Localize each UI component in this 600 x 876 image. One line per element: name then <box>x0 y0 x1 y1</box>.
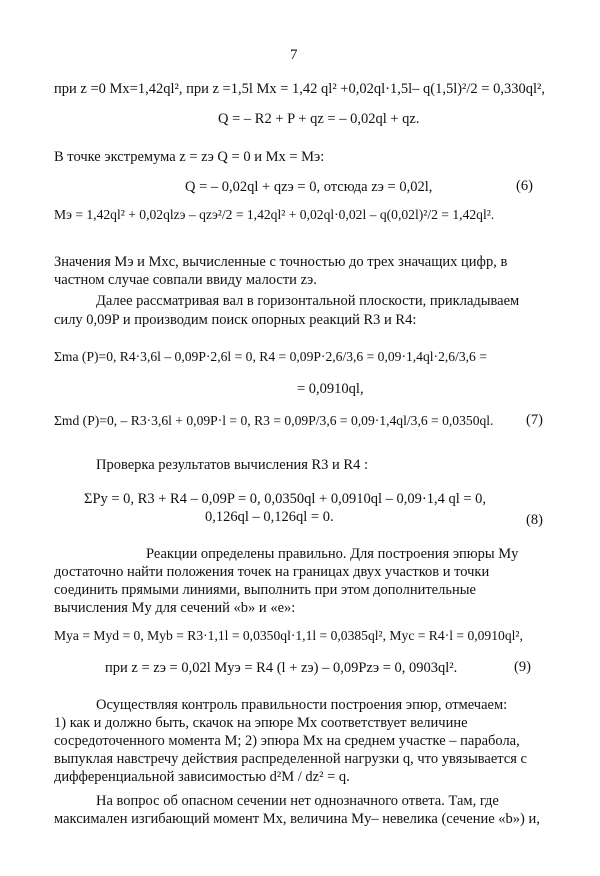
text-line: Проверка результатов вычисления R3 и R4 : <box>96 457 369 473</box>
text-line: Далее рассматривая вал в горизонтальной плоскости, прикладываем <box>96 293 520 309</box>
equation-number: (6) <box>516 178 533 194</box>
formula-line: Σmd (P)=0, – R3·3,6l + 0,09P·l = 0, R3 = 0,09P/3,6 = 0,09·1,4ql/3,6 = 0,0350ql. <box>54 413 494 428</box>
formula-line: = 0,0910ql, <box>297 381 364 397</box>
text-line: вычисления My для сечений «b» и «e»: <box>54 600 296 616</box>
formula-line: при z = zэ = 0,02l Myэ = R4 (l + zэ) – 0,09Pzэ = 0, 0903ql². <box>105 660 458 676</box>
formula-line: Σma (P)=0, R4·3,6l – 0,09P·2,6l = 0, R4 = 0,09P·2,6/3,6 = 0,09·1,4ql·2,6/3,6 = <box>54 349 487 364</box>
text-line: силу 0,09P и производим поиск опорных реакций R3 и R4: <box>54 312 417 328</box>
equation-number: (9) <box>514 659 531 675</box>
text-line: На вопрос об опасном сечении нет однозначного ответа. Там, где <box>96 793 499 809</box>
text-line: достаточно найти положения точек на границах двух участков и точки <box>54 564 490 580</box>
equation-number: (7) <box>526 412 543 428</box>
text-line: выпуклая навстречу действия распределенной нагрузки q, что увязывается с <box>54 751 527 767</box>
formula-line: Mэ = 1,42ql² + 0,02qlzэ – qzэ²/2 = 1,42ql² + 0,02ql·0,02l – q(0,02l)²/2 = 1,42ql². <box>54 207 495 222</box>
text-line: 1) как и должно быть, скачок на эпюре Mx соответствует величине <box>54 715 468 731</box>
text-line: соединить прямыми линиями, выполнить при этом дополнительные <box>54 582 476 598</box>
text-line: В точке экстремума z = zэ Q = 0 и Mx = Mэ: <box>54 149 325 165</box>
text-line: максимален изгибающий момент Mx, величина My– невелика (сечение «b») и, <box>54 811 540 827</box>
text-line: дифференциальной зависимостью d²M / dz² = q. <box>54 769 350 785</box>
formula-line: Mya = Myd = 0, Myb = R3·1,1l = 0,0350ql·1,1l = 0,0385ql², Myc = R4·l = 0,0910ql², <box>54 628 523 643</box>
formula-line: Q = – R2 + P + qz = – 0,02ql + qz. <box>218 111 420 127</box>
equation-number: (8) <box>526 512 543 528</box>
text-line: Осуществляя контроль правильности построения эпюр, отмечаем: <box>96 697 508 713</box>
text-line: Реакции определены правильно. Для построения эпюры My <box>146 546 519 562</box>
page-number: 7 <box>290 47 298 63</box>
formula-line: ΣPy = 0, R3 + R4 – 0,09P = 0, 0,0350ql + 0,0910ql – 0,09·1,4 ql = 0, <box>84 491 487 507</box>
formula-line: 0,126ql – 0,126ql = 0. <box>205 509 334 525</box>
text-line: сосредоточенного момента M; 2) эпюра Mx на среднем участке – парабола, <box>54 733 520 749</box>
text-line: частном случае совпали ввиду малости zэ. <box>54 272 317 288</box>
formula-line: при z =0 Mx=1,42ql², при z =1,5l Mx = 1,42 ql² +0,02ql·1,5l– q(1,5l)²/2 = 0,330ql², <box>54 81 545 97</box>
text-line: Значения Mэ и Mxc, вычисленные с точностью до трех значащих цифр, в <box>54 254 508 270</box>
formula-line: Q = – 0,02ql + qzэ = 0, отсюда zэ = 0,02l, <box>185 179 433 195</box>
